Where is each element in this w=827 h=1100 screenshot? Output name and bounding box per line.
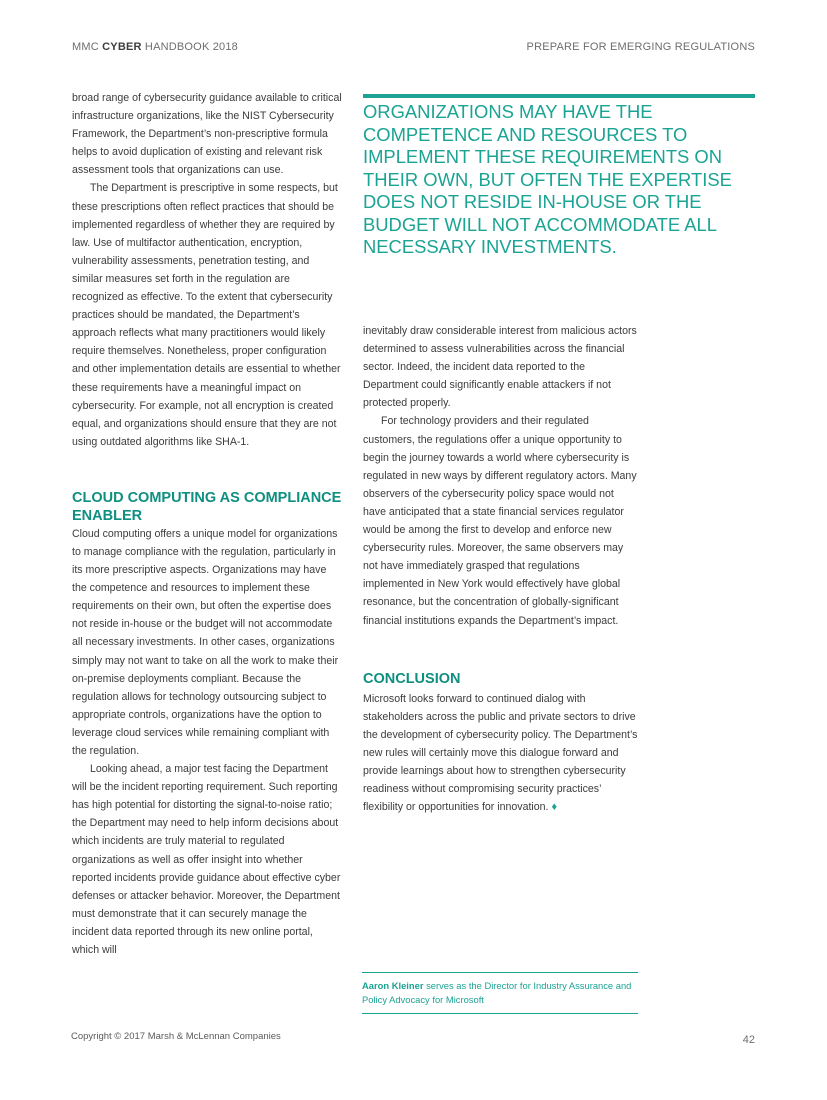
author-bio-text: serves as the Director for Industry Assurance and Policy Advocacy for Microsoft: [362, 980, 632, 1005]
diamond-end-icon: ♦: [551, 801, 558, 814]
conclusion-text: Microsoft looks forward to continued dialog with stakeholders across the public and private sectors to drive the development of cybersecurity policy. The Department’s new rules will certainly move this dialogue forward and provide learnings about how to strengthen cybersecurity readiness without compromising security practices’ flexibility or opportunities for innovation.: [363, 692, 638, 814]
body-paragraph: inevitably draw considerable interest from malicious actors determined to assess vulnerabilities across the financial sector. Indeed, the incident data reported to the Department could significantly enable attackers if not protected properly.: [363, 325, 637, 410]
left-column: [72, 89, 342, 959]
pull-quote: ORGANIZATIONS MAY HAVE THE COMPETENCE AND RESOURCES TO IMPLEMENT THESE REQUIREMENTS ON THEIR OWN, BUT OFTEN THE EXPERTISE DOES NOT RESIDE IN-HOUSE OR THE BUDGET WILL NOT ACCOMMODATE ALL NECESSARY INVESTMENTS.: [363, 101, 732, 257]
running-header-section: PREPARE FOR EMERGING REGULATIONS: [526, 41, 755, 53]
pull-quote-rule: [363, 94, 755, 98]
section-heading-cloud: CLOUD COMPUTING AS COMPLIANCE ENABLER: [72, 489, 342, 524]
right-column: [363, 322, 639, 816]
running-header-title: [72, 41, 238, 53]
page-number: 42: [742, 1034, 755, 1046]
copyright: Copyright © 2017 Marsh & McLennan Companies: [71, 1031, 281, 1042]
section-heading-conclusion: CONCLUSION: [363, 670, 461, 687]
brand-bold: CYBER: [102, 41, 142, 53]
body-paragraph: [363, 690, 639, 817]
body-paragraph: broad range of cybersecurity guidance available to critical infrastructure organizations, like the NIST Cybersecurity Framework, the Department’s non-prescriptive formula helps to avoid duplication of existing and relevant risk assessment tools that organizations can use.: [72, 92, 342, 177]
author-bio: [362, 972, 638, 1014]
body-paragraph: The Department is prescriptive in some respects, but these prescriptions often reflect practices that should be implemented regardless of whether they are required by law. Use of multifactor authentication, encryption, vulnerability assessments, penetration testing, and similar measures set forth in the regulation are recognized as effective. To the extent that cybersecurity practices should be mandated, the Department’s approach reflects what many practitioners would likely require themselves. Nonetheless, proper configuration and other implementation details are essential to whether these requirements have a meaningful impact on cybersecurity. For example, not all encryption is created equal, and organizations should ensure that they are not using outdated algorithms like SHA-1.: [72, 182, 341, 448]
brand-suffix: HANDBOOK 2018: [144, 41, 239, 53]
body-paragraph: Cloud computing offers a unique model for organizations to manage compliance with the regulation, particularly in its more prescriptive aspects. Organizations may have the competence and resources to implement these requirements on their own, but often the expertise does not reside in-house or the budget will not accommodate all necessary investments. In other cases, organizations simply may not want to take on all the work to make their on-premise deployments compliant. Because the regulation allows for technology outsourcing subject to appropriate controls, organizations have the option to leverage cloud services while remaining compliant with the regulation.: [72, 527, 339, 757]
brand-prefix: MMC: [72, 41, 99, 53]
author-name: Aaron Kleiner: [362, 980, 424, 991]
body-paragraph: For technology providers and their regulated customers, the regulations offer a unique opportunity to begin the journey towards a world where cybersecurity is regulated in new ways by different regulatory actors. Many observers of the cybersecurity policy space would not have anticipated that a state financial services regulator would be among the first to develop and enforce new cybersecurity rules. Moreover, the same observers may not have immediately grasped that regulations implemented in New York would effectively have global resonance, but the concentration of globally-significant financial institutions expands the Department’s impact.: [363, 415, 637, 627]
body-paragraph: Looking ahead, a major test facing the Department will be the incident reporting requirement. Such reporting has high potential for distorting the signal-to-noise ratio; the Department may need to help inform decisions about which incidents are truly material to regulated organizations as well as offer insight into whether reported incidents provide guidance about effective cyber defenses or attacker behavior. Moreover, the Department must demonstrate that it can securely manage the incident data reported through its new online portal, which will: [72, 763, 341, 957]
